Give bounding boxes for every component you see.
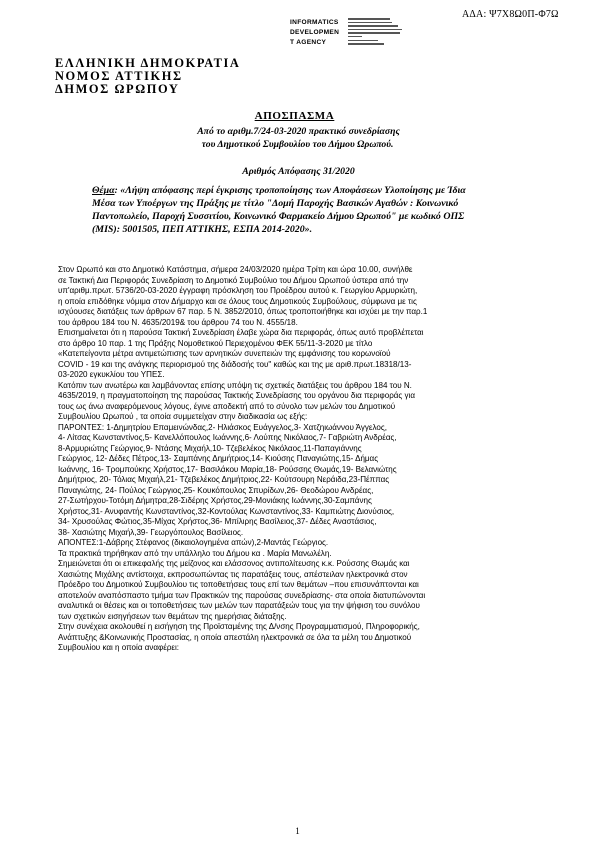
body-line: Συμβουλίου Ωρωπού , τα οποία συμμετείχαν στην διαδικασία ως εξής:	[58, 412, 308, 421]
body-line: Τα πρακτικά τηρήθηκαν από την υπάλληλο του Δήμου κα . Μαρία Μανωλέλη.	[58, 548, 332, 558]
body-line: Πρόεδρο του Δημοτικού Συμβουλίου τις τοποθετήσεις τους επί των θεμάτων –που επισυνάπτονται και	[58, 580, 419, 589]
header-republic: ΕΛΛΗΝΙΚΗ ΔΗΜΟΚΡΑΤΙΑ	[55, 56, 241, 70]
logo-fine-print-graphic	[348, 18, 408, 50]
logo-line-3: T AGENCY	[290, 39, 327, 46]
body-line: Στον Ωρωπό και στο Δημοτικό Κατάστημα, σήμερα 24/03/2020 ημέρα Τρίτη και ώρα 10.00, συνήλθε	[58, 265, 413, 274]
subject-line-1	[92, 185, 512, 196]
subject-line-2: Μέσα των Υποέργων της Πράξης με τίτλο "Δομή Παροχής Βασικών Αγαθών : Κοινωνικό	[92, 198, 459, 209]
body-line: «Κατεπείγοντα μέτρα αντιμετώπισης των αρνητικών συνεπειών της εμφάνισης του κορωνοϊού	[58, 349, 391, 358]
header-prefecture: ΝΟΜΟΣ ΑΤΤΙΚΗΣ	[55, 69, 183, 83]
body-line: ισχύουσες διατάξεις των άρθρων 67 παρ. 5 Ν. 3852/2010, όπως τροποποιήθηκε και ισχύει με την παρ.1	[58, 307, 428, 316]
body-line: 4635/2019, η πραγματοποίηση της παρούσας Τακτικής Συνεδρίασης του οργάνου δια περιφοράς για	[58, 391, 416, 400]
body-line: 38- Χασιώτης Μιχαήλ,39- Γεωργόπουλος Βασίλειος.	[58, 527, 244, 537]
body-line: Ιωάννης, 16- Τρομπούκης Χρήστος,17- Βασιλάκου Μαρία,18- Ρούσσης Θωμάς,19- Βελανιώτης	[58, 464, 397, 474]
body-line: η οποία επιδόθηκε νόμιμα στον Δήμαρχο και σε όλους τους Δημοτικούς Συμβούλους, σύμφωνα με τις	[58, 296, 417, 306]
body-line: Ανάπτυξης &Κοινωνικής Προστασίας, η οποία απεστάλη ηλεκτρονικά σε όλα τα μέλη του Δημοτικού	[58, 632, 412, 642]
body-line: αναλυτικά οι θέσεις και οι τοποθετήσεις των μελών των παρατάξεών τους για την ψήφιση του συνόλου	[58, 601, 420, 610]
informatics-development-agency-logo	[290, 18, 410, 50]
document-title: ΑΠΟΣΠΑΣΜΑ	[254, 110, 335, 122]
body-line: 8-Αρμυριώτης Γεώργιος,9- Ντάσης Μιχαήλ,10- Τζεβελέκος Νικόλαος,11-Παπαγιάννης	[58, 443, 362, 453]
body-line: 34- Χρυσούλας Φώτιος,35-Μίχας Χρήστος,36- Μπίλιρης Βασίλειος,37- Δέδες Αναστάσιος,	[58, 517, 377, 526]
body-line: των σχετικών εισηγήσεων των θεμάτων της ημερήσιας διάταξης.	[58, 611, 287, 621]
body-line: του άρθρου 184 του Ν. 4635/2019& του άρθρου 74 του Ν. 4555/18.	[58, 317, 298, 327]
body-line: ΑΠΟΝΤΕΣ:1-Δάβρης Στέφανος (δικαιολογημένα απών),2-Μαντάς Γεώργιος.	[58, 538, 329, 547]
body-line: τους ως άνω αναφερόμενους λόγους, έγινε αποδεκτή από το σύνολο των μελών του Δημοτικού	[58, 401, 396, 411]
body-line: στο άρθρο 10 παρ. 1 της Πράξης Νομοθετικού Περιεχομένου ΦΕΚ 55/11-3-2020 με τίτλο	[58, 338, 373, 348]
body-line: Χασιώτης Μιχάλης αντίστοιχα, εκπροσωπώντας τις παρατάξεις τους, απέστειλαν ηλεκτρονικά στον	[58, 569, 408, 579]
body-line: 03-2020 εγκυκλίου του ΥΠΕΣ.	[58, 370, 165, 379]
subject-text-1: : «Λήψη απόφασης περί έγκρισης τροποποίησης των Αποφάσεων Υλοποίησης με Ίδια	[114, 185, 466, 196]
body-line: Χρήστος,31- Ανυφαντής Κωνσταντίνος,32-Κοντούλας Κωνσταντίνος,33- Καμπιώτης Διονύσιος,	[58, 506, 395, 516]
body-line: Επισημαίνεται ότι η παρούσα Τακτική Συνεδρίαση έλαβε χώρα δια περιφοράς, όπως αυτό προβλέπεται	[58, 328, 424, 337]
body-line: 4- Λίτσας Κωνσταντίνος,5- Κανελλόπουλος Ιωάννης,6- Λούπης Νικόλαος,7- Γαβριώτη Ανδρέας,	[58, 433, 397, 442]
body-line: αποτελούν αναπόσπαστο τμήμα των Πρακτικών της παρούσας συνεδρίασης- στα οποία διατυπώνονται	[58, 590, 426, 600]
page-number: 1	[295, 826, 300, 836]
ada-code: ΑΔΑ: Ψ7Χ8Ω0Π-Φ7Ω	[462, 9, 559, 20]
body-line: Παναγιώτης, 24- Πούλος Γεώργιος,25- Κουκόπουλος Σπυρίδων,26- Θεοδώρου Ανδρέας,	[58, 485, 374, 495]
decision-number: Αριθμός Απόφασης 31/2020	[242, 166, 355, 177]
logo-line-2: DEVELOPMEN	[290, 29, 340, 36]
minutes-reference-line-2: του Δημοτικού Συμβουλίου του Δήμου Ωρωπού.	[201, 139, 394, 150]
body-line: Δημήτριος, 20- Τόλιας Μιχαήλ,21- Τζεβελέκος Δημήτριος,22- Κούτσουρη Νεράιδα,23-Πέππας	[58, 475, 390, 484]
subject-line-3: Παντοπωλείο, Παροχή Συσσιτίου, Κοινωνικό Φαρμακείο Δήμου Ωρωπού" με κωδικό ΟΠΣ	[92, 211, 465, 222]
body-line: Στην συνέχεια ακολουθεί η εισήγηση της Προϊσταμένης της Δ/νσης Προγραμματισμού, Πληροφορικής,	[58, 622, 420, 631]
body-line: Κατόπιν των ανωτέρω και λαμβάνοντας επίσης υπόψη τις σχετικές διατάξεις του άρθρου 184 του Ν.	[58, 380, 412, 390]
body-line: υπ'αριθμ.πρωτ. 5736/20-03-2020 έγγραφη πρόσκληση του Προέδρου αυτού κ. Γεωργίου Αρμυριώτη,	[58, 286, 418, 295]
body-line: ΠΑΡΟΝΤΕΣ: 1-Δημητρίου Επαμεινώνδας,2- Ηλιάσκος Ευάγγελος,3- Χατζηιωάννου Άγγελος,	[58, 422, 387, 432]
body-line: 27-Σωτήρχου-Τοτόμη Δήμητρα,28-Σιδέρης Χρήστος,29-Μονιάκης Ιωάννης,30-Σαμπάνης	[58, 496, 372, 505]
body-line: σε Τακτική Δια Περιφοράς Συνεδρίαση το Δημοτικό Συμβούλιο του Δήμου Ωρωπού ύστερα από την	[58, 275, 409, 285]
minutes-reference-line-1: Από το αριθμ.7/24-03-2020 πρακτικό συνεδρίασης	[197, 126, 400, 137]
body-line: Σημειώνεται ότι οι επικεφαλής της μείζονος και ελάσσονος αντιπολίτευσης κ.κ. Ρούσσης Θωμάς και	[58, 559, 410, 568]
subject-label: Θέμα	[92, 185, 115, 196]
body-line: Γεώργιος, 12- Δέδες Πέτρος,13- Σαμπάνης Δημήτριος,14- Κιούσης Παναγιώτης,15- Δήμας	[58, 454, 379, 463]
subject-line-4: (MIS): 5001505, ΠΕΠ ΑΤΤΙΚΗΣ, ΕΣΠΑ 2014-2020».	[92, 224, 313, 235]
body-line: COVID - 19 και της ανάγκης περιορισμού της διάδοσής του" καθώς και της με αριθ.πρωτ.18318/13-	[58, 359, 412, 369]
minutes-body-text	[58, 265, 563, 654]
header-municipality: ΔΗΜΟΣ ΩΡΩΠΟΥ	[55, 82, 180, 96]
logo-line-1: INFORMATICS	[290, 19, 339, 26]
body-line: Συμβουλίου και η οποία αναφέρει:	[58, 643, 180, 652]
